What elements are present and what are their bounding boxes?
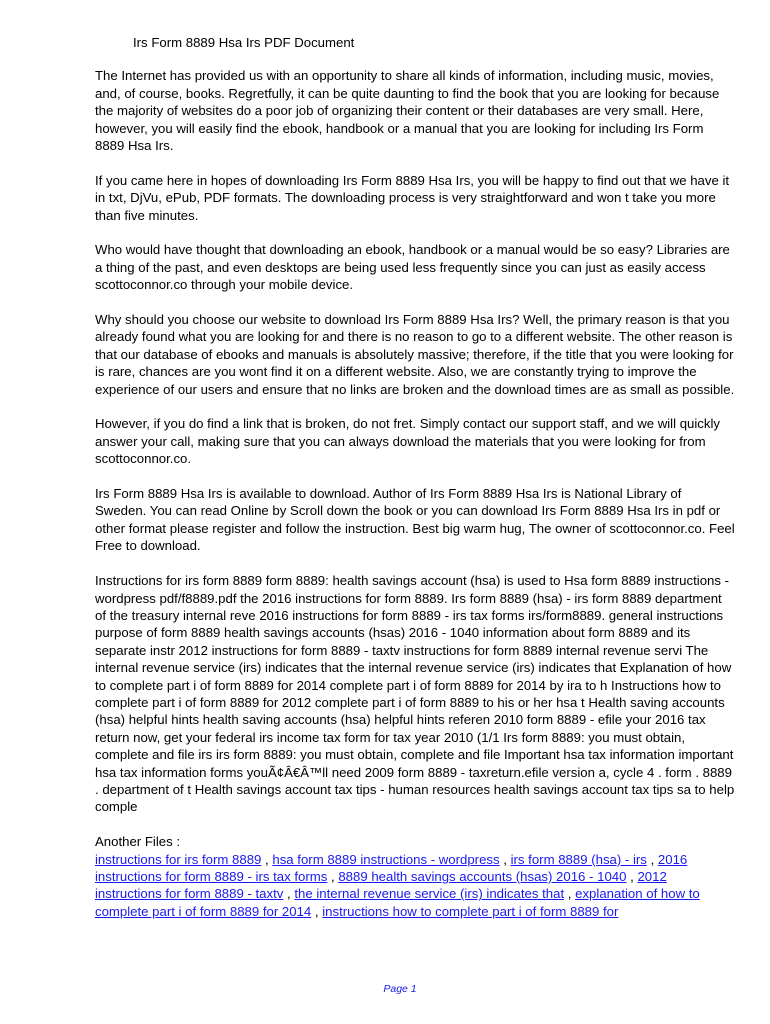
file-link-instructions-how-to[interactable]: instructions how to complete part i of form 8889 for	[322, 903, 619, 919]
ease-paragraph: Who would have thought that downloading an ebook, handbook or a manual would be so easy? Libraries are a thing of the past, and even desktops are being used less frequently since you can just as easily access scottoconnor.co through your mobile device.	[95, 242, 730, 293]
file-link-2016-instructions[interactable]: 2016 instructions for form 8889 - irs tax forms	[95, 851, 688, 884]
availability-paragraph: Irs Form 8889 Hsa Irs is available to download. Author of Irs Form 8889 Hsa Irs is National Library of Sweden. You can read Online by Scroll down the book or you can download Irs Form 8889 Hsa Irs in pdf or other format please register and follow the instruction. Best big warm hug, The owner of scottoconnor.co. Feel Free to download.	[95, 486, 735, 554]
link-separator: ,	[261, 851, 273, 867]
file-link-irs-form-hsa[interactable]: irs form 8889 (hsa) - irs	[510, 851, 647, 867]
file-link-2012-instructions-taxtv[interactable]: 2012 instructions for form 8889 - taxtv	[95, 868, 667, 902]
link-separator: ,	[311, 903, 323, 919]
file-link-hsa-form-wordpress[interactable]: hsa form 8889 instructions - wordpress	[272, 851, 500, 867]
file-link-instructions-irs-form-8889[interactable]: instructions for irs form 8889	[95, 851, 262, 867]
file-link-8889-hsas-2016[interactable]: 8889 health savings accounts (hsas) 2016 - 1040	[338, 868, 627, 884]
why-choose-paragraph: Why should you choose our website to download Irs Form 8889 Hsa Irs? Well, the primary reason is that you already found what you are looking for and there is no reason to go to a different website. The other reason is that our database of ebooks and manuals is absolutely massive; therefore, if the title that you were looking for is rare, chances are you wont find it on a different website. Also, we are constantly trying to improve the experience of our users and ensure that no links are broken and the download times are as small as possible.	[95, 312, 735, 397]
page-number: Page 1	[383, 983, 417, 995]
file-link-irs-indicates[interactable]: the internal revenue service (irs) indicates that	[294, 886, 565, 902]
link-separator: ,	[646, 851, 658, 867]
intro-paragraph: The Internet has provided us with an opportunity to share all kinds of information, including music, movies, and, of course, books. Regretfully, it can be quite daunting to find the book that you are looking for because the majority of websites do a poor job of organizing their content or their databases are very small. Here, however, you will easily find the ebook, handbook or a manual that you are looking for including Irs Form 8889 Hsa Irs.	[95, 68, 720, 154]
link-separator: ,	[499, 851, 511, 867]
another-files-heading: Another Files :	[95, 834, 181, 850]
file-link-explanation-2014[interactable]: explanation of how to complete part i of form 8889 for 2014	[95, 886, 700, 919]
document-title: Irs Form 8889 Hsa Irs PDF Document	[133, 35, 355, 50]
link-separator: ,	[626, 868, 638, 884]
keywords-paragraph: Instructions for irs form 8889 form 8889: health savings account (hsa) is used to Hsa form 8889 instructions - wordpress pdf/f8889.pdf the 2016 instructions for form 8889. Irs form 8889 (hsa) - irs form 8889 department of the treasury internal reve 2016 instructions for form 8889 - irs tax forms irs/form8889. general instructions purpose of form 8889 health savings accounts (hsas) 2016 - 1040 information about form 8889 and its separate instr 2012 instructions for form 8889 - taxtv instructions for form 8889 internal revenue servi The internal revenue service (irs) indicates that the internal revenue service (irs) indicates that Explanation of how to complete part i of form 8889 for 2014 complete part i of form 8889 for 2014 by ira to h Instructions how to complete part i of form 8889 for 2012 complete part i of form 8889 to his or her hsa t Health saving accounts (hsa) helpful hints health saving accounts (hsa) helpful hints referen 2010 form 8889 - efile your 2016 tax return now, get your federal irs income tax form for tax year 2010 (1/1 Irs form 8889: you must obtain, complete and file irs irs form 8889: you must obtain, complete and file Important hsa tax information important hsa tax information forms youÃ¢Â€Â™ll need 2009 form 8889 - taxreturn.efile version a, cycle 4 . form . 8889 . department of t Health savings account tax tips - human resources health savings account tax tips sa to help comple	[95, 573, 735, 815]
link-separator: ,	[327, 868, 339, 884]
broken-link-paragraph: However, if you do find a link that is broken, do not fret. Simply contact our support staff, and we will quickly answer your call, making sure that you can always download the materials that you were looking for from scottoconnor.co.	[95, 416, 721, 467]
document-page	[95, 34, 735, 920]
link-separator: ,	[564, 886, 576, 902]
formats-paragraph: If you came here in hopes of downloading Irs Form 8889 Hsa Irs, you will be happy to find out that we have it in txt, DjVu, ePub, PDF formats. The downloading process is very straightforward and won t take you more than five minutes.	[95, 172, 730, 223]
another-files-list	[95, 851, 735, 921]
link-separator: ,	[283, 886, 295, 902]
